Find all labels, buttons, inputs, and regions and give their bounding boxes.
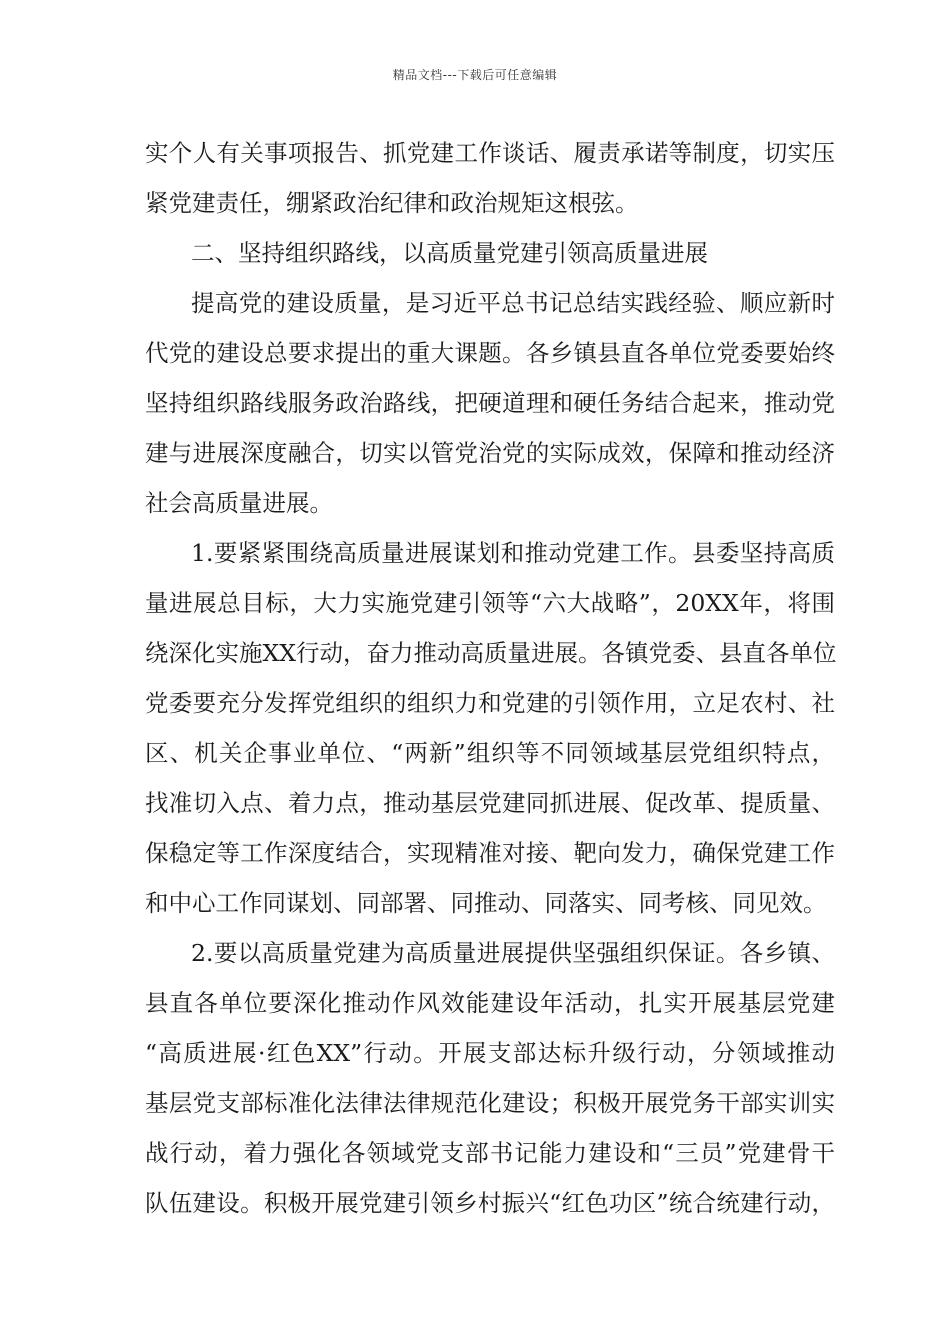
paragraph-line: 实个人有关事项报告、抓党建工作谈话、履责承诺等制度，切实压 <box>145 139 835 167</box>
paragraph-line: 党委要充分发挥党组织的组织力和党建的引领作用，立足农村、社 <box>145 689 835 717</box>
paragraph-line: 提高党的建设质量，是习近平总书记总结实践经验、顺应新时 <box>191 289 835 317</box>
paragraph-line: 坚持组织路线服务政治路线，把硬道理和硬任务结合起来，推动党 <box>145 389 835 417</box>
paragraph-line: 区、机关企事业单位、“两新”组织等不同领域基层党组织特点， <box>145 739 835 767</box>
paragraph-line: 绕深化实施XX行动，奋力推动高质量进展。各镇党委、县直各单位 <box>145 639 837 667</box>
paragraph-line: 保稳定等工作深度结合，实现精准对接、靶向发力，确保党建工作 <box>145 839 835 867</box>
paragraph-line: 找准切入点、着力点，推动基层党建同抓进展、促改革、提质量、 <box>145 789 835 817</box>
paragraph-line: 和中心工作同谋划、同部署、同推动、同落实、同考核、同见效。 <box>145 889 827 917</box>
paragraph-line: 代党的建设总要求提出的重大课题。各乡镇县直各单位党委要始终 <box>145 339 835 367</box>
paragraph-line: 紧党建责任，绷紧政治纪律和政治规矩这根弦。 <box>145 189 639 217</box>
paragraph-line: 2.要以高质量党建为高质量进展提供坚强组织保证。各乡镇、 <box>191 939 835 967</box>
paragraph-line: 建与进展深度融合，切实以管党治党的实际成效，保障和推动经济 <box>145 439 835 467</box>
document-body <box>145 128 835 1228</box>
paragraph-line: 战行动，着力强化各领域党支部书记能力建设和“三员”党建骨干 <box>145 1139 835 1167</box>
paragraph-line: 队伍建设。积极开展党建引领乡村振兴“红色功区”统合统建行动， <box>145 1189 835 1217</box>
paragraph-line: “高质进展·红色XX”行动。开展支部达标升级行动，分领域推动 <box>145 1039 835 1067</box>
paragraph-line: 量进展总目标，大力实施党建引领等“六大战略”，20XX年，将围 <box>145 589 835 617</box>
paragraph-line: 1.要紧紧围绕高质量进展谋划和推动党建工作。县委坚持高质 <box>191 539 835 567</box>
paragraph-line: 县直各单位要深化推动作风效能建设年活动，扎实开展基层党建 <box>145 989 835 1017</box>
section-heading: 二、坚持组织路线，以高质量党建引领高质量进展 <box>191 239 708 267</box>
page-header: 精品文档---下载后可任意编辑 <box>392 68 558 82</box>
paragraph-line: 基层党支部标准化法律法律规范化建设；积极开展党务干部实训实 <box>145 1089 835 1117</box>
paragraph-line: 社会高质量进展。 <box>145 489 333 517</box>
